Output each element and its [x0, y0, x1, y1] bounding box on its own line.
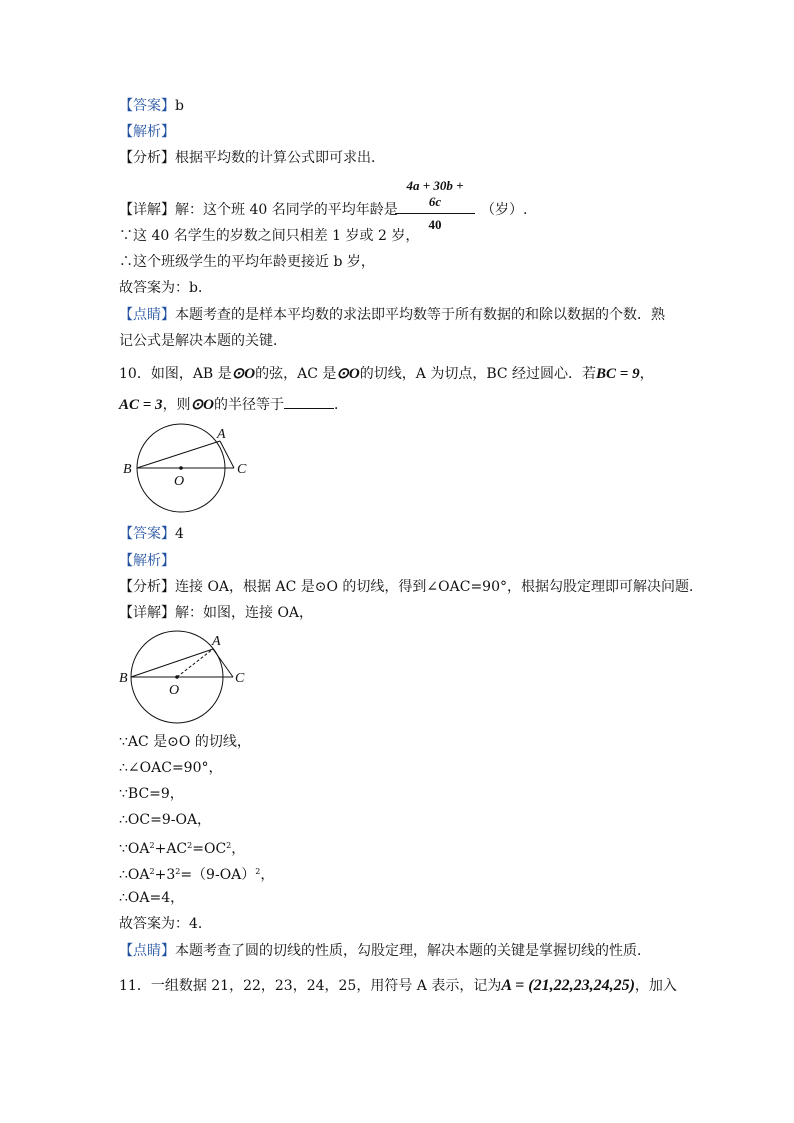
label-c: C: [235, 671, 245, 686]
q9-remark-line: [119, 305, 665, 325]
q10-analysis-tag: 【解析】: [119, 553, 175, 569]
answer-value: b: [175, 98, 184, 114]
q10-step-2: ∴∠OAC=90°，: [119, 760, 223, 776]
answer-tag: 【答案】: [119, 98, 175, 114]
q9-conclusion-line: ∴这个班级学生的平均年龄更接近 b 岁，: [119, 254, 375, 270]
q10-detail-line: [119, 603, 313, 623]
answer-tag: 【答案】: [119, 526, 175, 542]
q10-stem-line-2: AC = 3，则⊙O的半径等于 ．: [119, 394, 348, 415]
q11-stem-line: 11．一组数据 21，22，23，24，25，用符号 A 表示，记为A = (21,22,23,24,25)，加入: [119, 977, 677, 994]
fenxi-text: 连接 OA，根据 AC 是⊙O 的切线，得到∠OAC=90°，根据勾股定理即可解决问题．: [175, 579, 703, 595]
detail-text: 解：这个班 40 名同学的平均年龄是: [175, 202, 398, 218]
q9-detail-line: [119, 200, 398, 220]
fraction-bar: [395, 213, 475, 214]
q9-remark-line-2: 记公式是解决本题的关键．: [119, 333, 287, 349]
label-b: B: [123, 462, 132, 477]
q10-remark-line: [119, 941, 651, 961]
fraction-numerator: 4a + 30b + 6c: [406, 178, 464, 209]
q10-step-1: ∵AC 是⊙O 的切线，: [119, 734, 251, 750]
detail-tag: 【详解】: [119, 605, 175, 621]
tangent-ac: [220, 441, 234, 468]
fenxi-tag: 【分析】: [119, 150, 175, 166]
circle-figure-1: [119, 422, 259, 526]
label-o: O: [169, 683, 180, 698]
label-a: A: [212, 634, 221, 649]
remark-tag: 【点睛】: [119, 307, 175, 323]
detail-unit: （岁）.: [481, 202, 528, 218]
remark-text: 本题考查的是样本平均数的求法即平均数等于所有数据的和除以数据的个数．熟: [175, 307, 665, 323]
q9-reason-line: ∵这 40 名学生的岁数之间只相差 1 岁或 2 岁，: [119, 228, 420, 244]
average-fraction: [395, 178, 475, 233]
label-o: O: [174, 474, 185, 489]
remark-tag: 【点睛】: [119, 943, 175, 959]
q10-step-3: ∵BC=9，: [119, 786, 184, 802]
q10-step-5: $\because OA^2+AC^2=OC^2$，: [119, 841, 246, 857]
q9-answer-line: [119, 96, 184, 116]
detail-text: 解：如图，连接 OA，: [175, 605, 314, 621]
circle-symbol: ⊙O: [190, 397, 214, 413]
remark-text: 本题考查了圆的切线的性质，勾股定理，解决本题的关键是掌握切线的性质．: [175, 943, 651, 959]
label-b: B: [119, 671, 128, 686]
q10-step-7: ∴OA=4，: [119, 890, 185, 906]
chord-ab: [137, 441, 220, 468]
detail-tag: 【详解】: [119, 202, 175, 218]
ac-equation: AC = 3: [119, 397, 163, 413]
q9-final-answer: 故答案为：b．: [119, 280, 212, 296]
set-a-equation: A = (21,22,23,24,25): [501, 977, 635, 994]
center-point: [175, 675, 179, 679]
answer-blank: [284, 394, 334, 409]
center-point: [179, 466, 183, 470]
circle-figure-2: [119, 628, 259, 732]
chord-ab: [131, 649, 213, 677]
q10-step-6: $\therefore OA^2+3^2=(9-OA)^2$，: [119, 867, 275, 883]
q10-step-4: ∴OC=9-OA，: [119, 812, 212, 828]
q9-fenxi-line: [119, 148, 385, 168]
q10-final-answer: 故答案为：4．: [119, 916, 212, 932]
q9-analysis-tag: 【解析】: [119, 124, 175, 140]
q10-answer-line: [119, 524, 184, 544]
label-a: A: [217, 427, 226, 442]
answer-value: 4: [175, 526, 184, 542]
bc-equation: BC = 9: [596, 366, 640, 382]
label-c: C: [237, 462, 247, 477]
fenxi-text: 根据平均数的计算公式即可求出．: [175, 150, 385, 166]
q10-stem-line-1: 10．如图，AB 是⊙O的弦，AC 是⊙O的切线，A 为切点，BC 经过圆心．若BC = 9，: [119, 366, 654, 382]
circle-symbol: ⊙O: [336, 366, 360, 382]
fraction-denominator: 40: [428, 217, 442, 232]
q10-fenxi-line: [119, 577, 703, 597]
fenxi-tag: 【分析】: [119, 579, 175, 595]
radius-oa-dashed: [177, 649, 213, 677]
circle-symbol: ⊙O: [231, 366, 256, 382]
